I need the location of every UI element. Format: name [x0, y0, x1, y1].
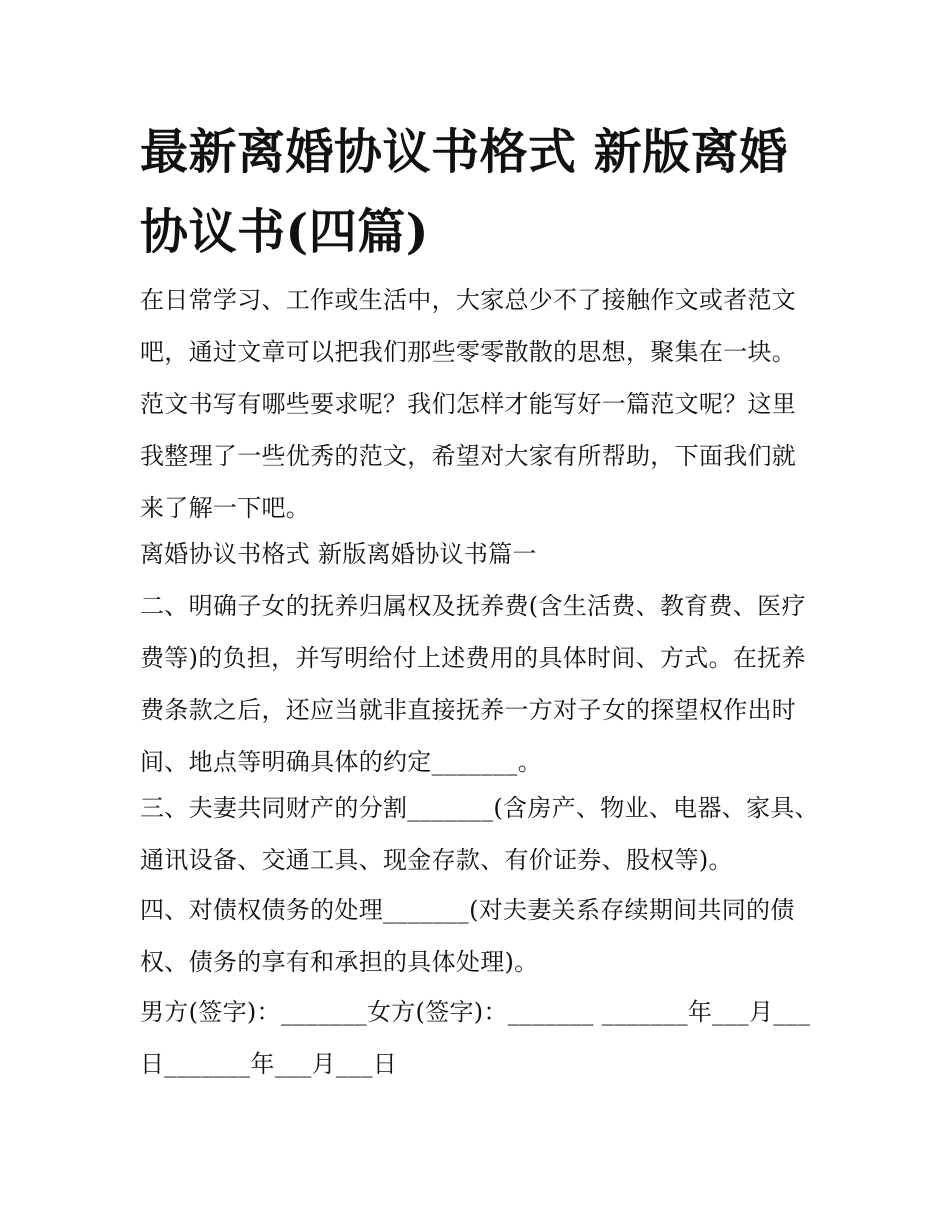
section-heading: 离婚协议书格式 新版离婚协议书篇一 — [140, 540, 537, 568]
clause-child-custody: 二、明确子女的抚养归属权及抚养费(含生活费、教育费、医疗费等)的负担，并写明给付上述费用的具体时间、方式。在抚养费条款之后，还应当就非直接抚养一方对子女的探望权作出时间、地点等明确具体的约定_______。 — [140, 592, 806, 776]
document-title: 最新离婚协议书格式 新版离婚协议书(四篇) — [140, 124, 788, 260]
clause-property-division: 三、夫妻共同财产的分割_______(含房产、物业、电器、家具、通讯设备、交通工具、现金存款、有价证券、股权等)。 — [140, 794, 819, 874]
signature-line: 男方(签字)：_______女方(签字)：_______ _______年___月___日_______年___月___日 — [140, 998, 811, 1078]
clause-debts: 四、对债权债务的处理_______(对夫妻关系存续期间共同的债权、债务的享有和承担的具体处理)。 — [140, 896, 795, 976]
intro-paragraph: 在日常学习、工作或生活中，大家总少不了接触作文或者范文吧，通过文章可以把我们那些零零散散的思想，聚集在一块。范文书写有哪些要求呢？我们怎样才能写好一篇范文呢？这里我整理了一些优秀的范文，希望对大家有所帮助，下面我们就来了解一下吧。 — [140, 286, 797, 522]
